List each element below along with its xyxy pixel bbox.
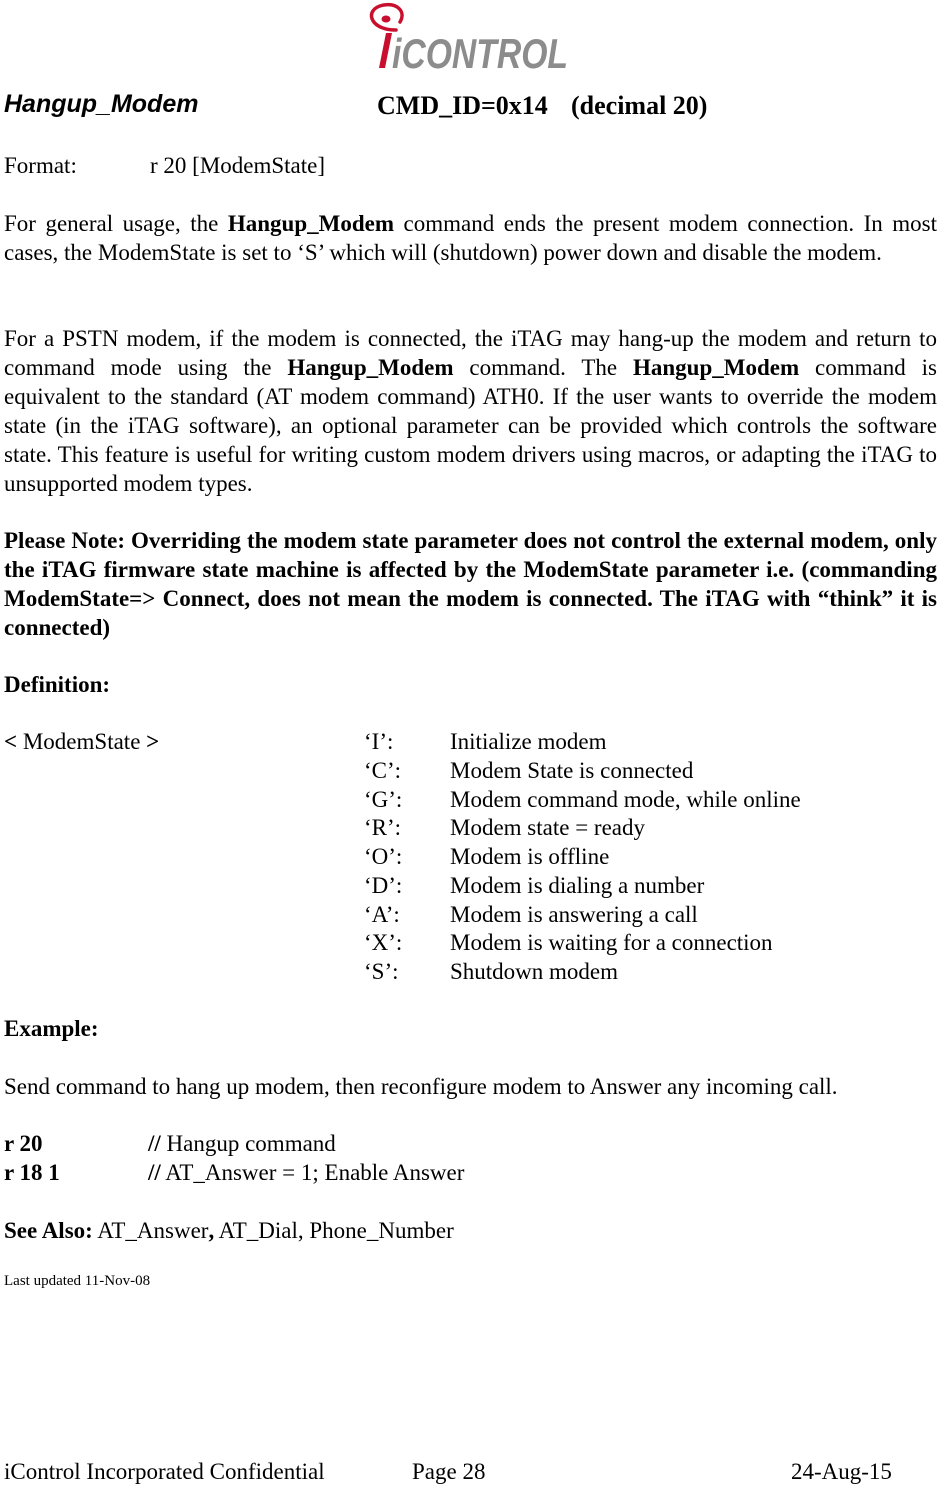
state-code: ‘R’: bbox=[364, 815, 402, 840]
state-code: ‘O’: bbox=[364, 844, 403, 869]
state-code: ‘X’: bbox=[364, 930, 403, 955]
state-code: ‘A’: bbox=[364, 902, 400, 927]
state-code: ‘S’: bbox=[364, 959, 399, 984]
example-heading: Example: bbox=[4, 1016, 99, 1041]
last-updated: Last updated 11-Nov-08 bbox=[4, 1273, 151, 1289]
warning-note: Please Note: Overriding the modem state parameter does not control the external modem, only the iTAG firmware state machine is affected by the ModemState parameter i.e. (commanding ModemState=> Connect, does not mean the modem is connected. The iTAG with “think” it is connected) bbox=[4, 528, 937, 640]
state-description: Modem state = ready bbox=[450, 815, 645, 840]
state-description: Modem is answering a call bbox=[450, 902, 698, 927]
see-also-item: AT_Answer bbox=[92, 1218, 209, 1243]
example-description: Send command to hang up modem, then reconfigure modem to Answer any incoming call. bbox=[4, 1074, 838, 1099]
see-also-items: AT_Dial, Phone_Number bbox=[214, 1218, 454, 1243]
state-code: ‘I’: bbox=[364, 729, 394, 754]
param-label: ModemState bbox=[17, 729, 147, 754]
state-description: Modem State is connected bbox=[450, 758, 694, 783]
param-open-bracket: < bbox=[4, 729, 18, 754]
state-code: ‘G’: bbox=[364, 787, 403, 812]
example-comment bbox=[148, 1158, 464, 1187]
example-command: r 18 1 bbox=[4, 1160, 60, 1185]
comment-text: Hangup command bbox=[160, 1131, 336, 1156]
usage-text-post: command ends the present modem connection. In most cases, the ModemState is set to ‘S’ which will (shutdown) power down and disable the modem. bbox=[4, 211, 937, 265]
pstn-text-pre: For a PSTN modem, if the modem is connected, the iTAG may hang-up the modem and return to command mode using the bbox=[4, 326, 937, 380]
logo-wordmark: iCONTROL bbox=[392, 30, 568, 77]
comment-slashes: // bbox=[148, 1131, 161, 1156]
see-also-comma: , bbox=[208, 1218, 215, 1243]
state-description: Modem command mode, while online bbox=[450, 787, 801, 812]
pstn-text-mid: command. The bbox=[453, 355, 633, 380]
command-name: Hangup_Modem bbox=[4, 90, 199, 118]
example-comment bbox=[148, 1129, 336, 1158]
comment-text: AT_Answer = 1; Enable Answer bbox=[160, 1160, 465, 1185]
pstn-text-post: command is equivalent to the standard (AT modem command) ATH0. If the user wants to override the modem state (in the iTAG software), an optional parameter can be provided which controls the software state. This feature is useful for writing custom modem drivers using macros, or adapting the iTAG to unsupported modem types. bbox=[4, 355, 937, 496]
see-also bbox=[4, 1216, 454, 1245]
company-logo bbox=[362, 2, 577, 76]
footer-company: iControl Incorporated Confidential bbox=[4, 1459, 325, 1484]
pstn-paragraph bbox=[4, 324, 937, 498]
definition-heading: Definition: bbox=[4, 672, 111, 697]
state-description: Shutdown modem bbox=[450, 959, 619, 984]
param-close-bracket: > bbox=[146, 729, 160, 754]
state-description: Initialize modem bbox=[450, 729, 607, 754]
format-value: r 20 [ModemState] bbox=[150, 153, 326, 178]
comment-slashes: // bbox=[148, 1160, 161, 1185]
state-code: ‘C’: bbox=[364, 758, 402, 783]
command-decimal: (decimal 20) bbox=[571, 91, 708, 120]
state-description: Modem is offline bbox=[450, 844, 610, 869]
example-command: r 20 bbox=[4, 1131, 43, 1156]
format-label: Format: bbox=[4, 153, 77, 178]
command-id: CMD_ID=0x14 bbox=[377, 91, 548, 120]
parameter-name bbox=[4, 727, 159, 756]
usage-paragraph bbox=[4, 209, 937, 267]
usage-text-pre: For general usage, the bbox=[4, 211, 228, 236]
state-description: Modem is dialing a number bbox=[450, 873, 705, 898]
footer-date: 24-Aug-15 bbox=[791, 1459, 892, 1484]
pstn-command-name-2: Hangup_Modem bbox=[633, 355, 800, 380]
usage-command-name: Hangup_Modem bbox=[227, 211, 395, 236]
footer-page-number: Page 28 bbox=[412, 1459, 486, 1484]
state-code: ‘D’: bbox=[364, 873, 403, 898]
state-description: Modem is waiting for a connection bbox=[450, 930, 773, 955]
see-also-label: See Also: bbox=[4, 1218, 93, 1243]
pstn-command-name-1: Hangup_Modem bbox=[287, 355, 454, 380]
